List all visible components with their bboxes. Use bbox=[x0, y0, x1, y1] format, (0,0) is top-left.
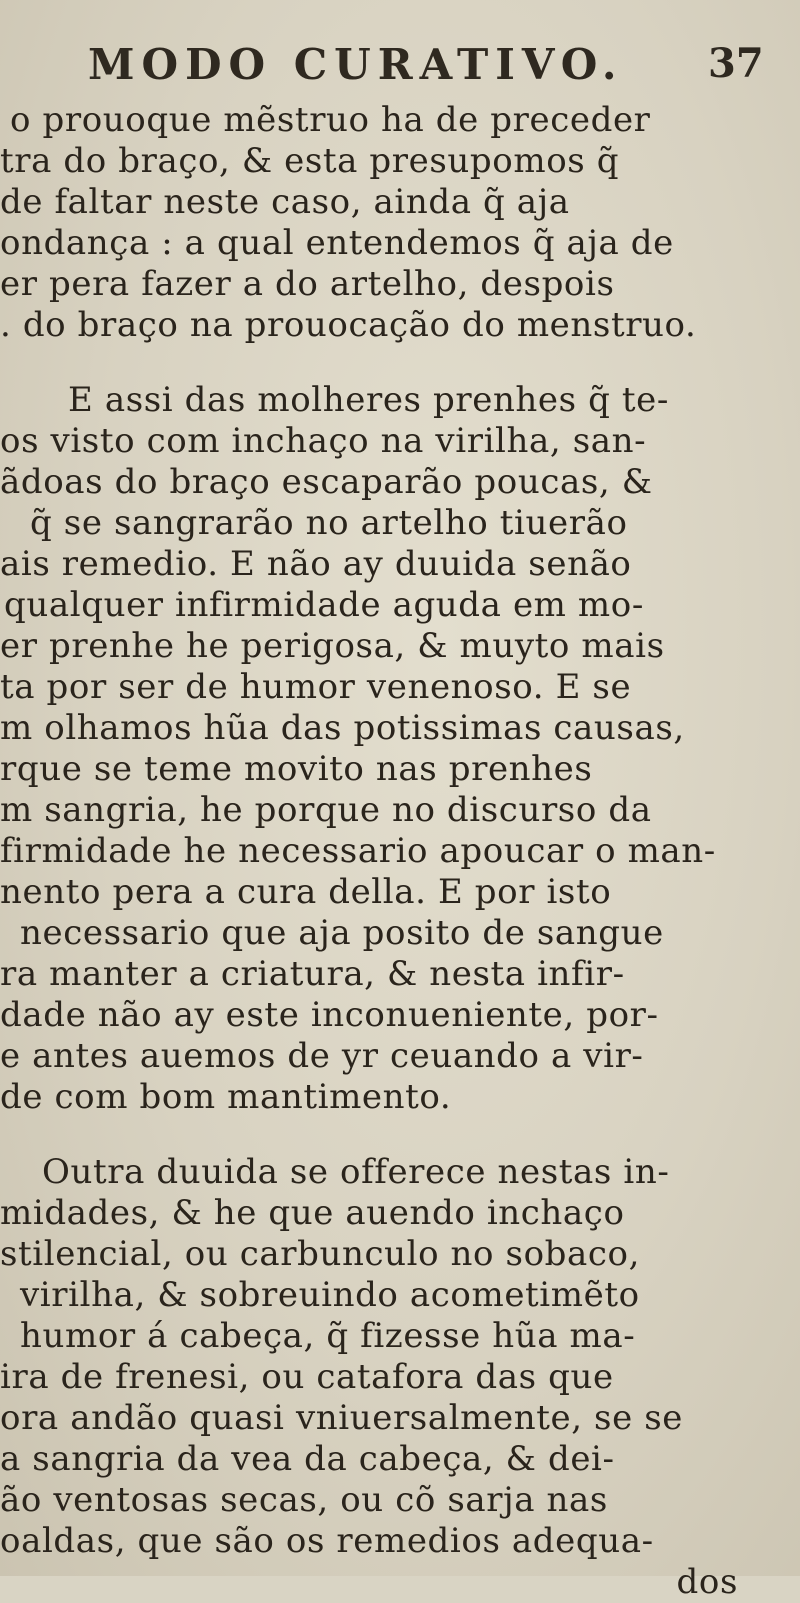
text-line: oaldas, que são os remedios adequa- bbox=[0, 1521, 654, 1561]
text-line: q̃ se sangrarão no artelho tiuerão bbox=[30, 503, 628, 543]
text-line: ãdoas do braço escaparão poucas, & bbox=[0, 462, 653, 502]
text-line: ão ventosas secas, ou cõ sarja nas bbox=[0, 1480, 608, 1520]
body-text bbox=[0, 100, 800, 1603]
text-line: qualquer infirmidade aguda em mo- bbox=[4, 585, 644, 625]
text-line: dade não ay este inconueniente, por- bbox=[0, 995, 659, 1035]
text-line: humor á cabeça, q̃ fizesse hũa ma- bbox=[20, 1316, 636, 1356]
text-line: rque se teme movito nas prenhes bbox=[0, 749, 593, 789]
running-title: MODO CURATIVO. bbox=[88, 40, 624, 89]
text-line: . do braço na prouocação do menstruo. bbox=[0, 305, 697, 345]
text-line: stilencial, ou carbunculo no sobaco, bbox=[0, 1234, 640, 1274]
paragraph bbox=[0, 1152, 800, 1562]
text-line: a sangria da vea da cabeça, & dei- bbox=[0, 1439, 615, 1479]
catchword: dos bbox=[676, 1562, 738, 1602]
page-header bbox=[0, 40, 800, 100]
text-line: er pera fazer a do artelho, despois bbox=[0, 264, 615, 304]
text-line: ira de frenesi, ou catafora das que bbox=[0, 1357, 614, 1397]
text-line: ora andão quasi vniuersalmente, se se bbox=[0, 1398, 683, 1438]
text-line: ais remedio. E não ay duuida senão bbox=[0, 544, 632, 584]
text-line: midades, & he que auendo inchaço bbox=[0, 1193, 625, 1233]
text-line: nento pera a cura della. E por isto bbox=[0, 872, 612, 912]
text-line: necessario que aja posito de sangue bbox=[20, 913, 664, 953]
paragraph bbox=[0, 100, 800, 346]
text-line: os visto com inchaço na virilha, san- bbox=[0, 421, 647, 461]
text-line: m sangria, he porque no discurso da bbox=[0, 790, 652, 830]
text-line: ta por ser de humor venenoso. E se bbox=[0, 667, 632, 707]
text-line: tra do braço, & esta presupomos q̃ bbox=[0, 141, 620, 181]
text-line: firmidade he necessario apoucar o man- bbox=[0, 831, 716, 871]
text-line: e antes auemos de yr ceuando a vir- bbox=[0, 1036, 644, 1076]
paragraph bbox=[0, 380, 800, 1118]
text-line: m olhamos hũa das potissimas causas, bbox=[0, 708, 685, 748]
text-line: o prouoque mẽstruo ha de preceder bbox=[10, 100, 651, 140]
text-line: ra manter a criatura, & nesta infir- bbox=[0, 954, 625, 994]
page-number: 37 bbox=[708, 40, 764, 87]
text-line: de com bom mantimento. bbox=[0, 1077, 452, 1117]
text-line: Outra duuida se offerece nestas in- bbox=[42, 1152, 670, 1192]
text-line: er prenhe he perigosa, & muyto mais bbox=[0, 626, 665, 666]
text-line: virilha, & sobreuindo acometimẽto bbox=[20, 1275, 640, 1315]
text-line: E assi das molheres prenhes q̃ te- bbox=[68, 380, 669, 420]
text-line: ondança : a qual entendemos q̃ aja de bbox=[0, 223, 674, 263]
text-line: de faltar neste caso, ainda q̃ aja bbox=[0, 182, 570, 222]
